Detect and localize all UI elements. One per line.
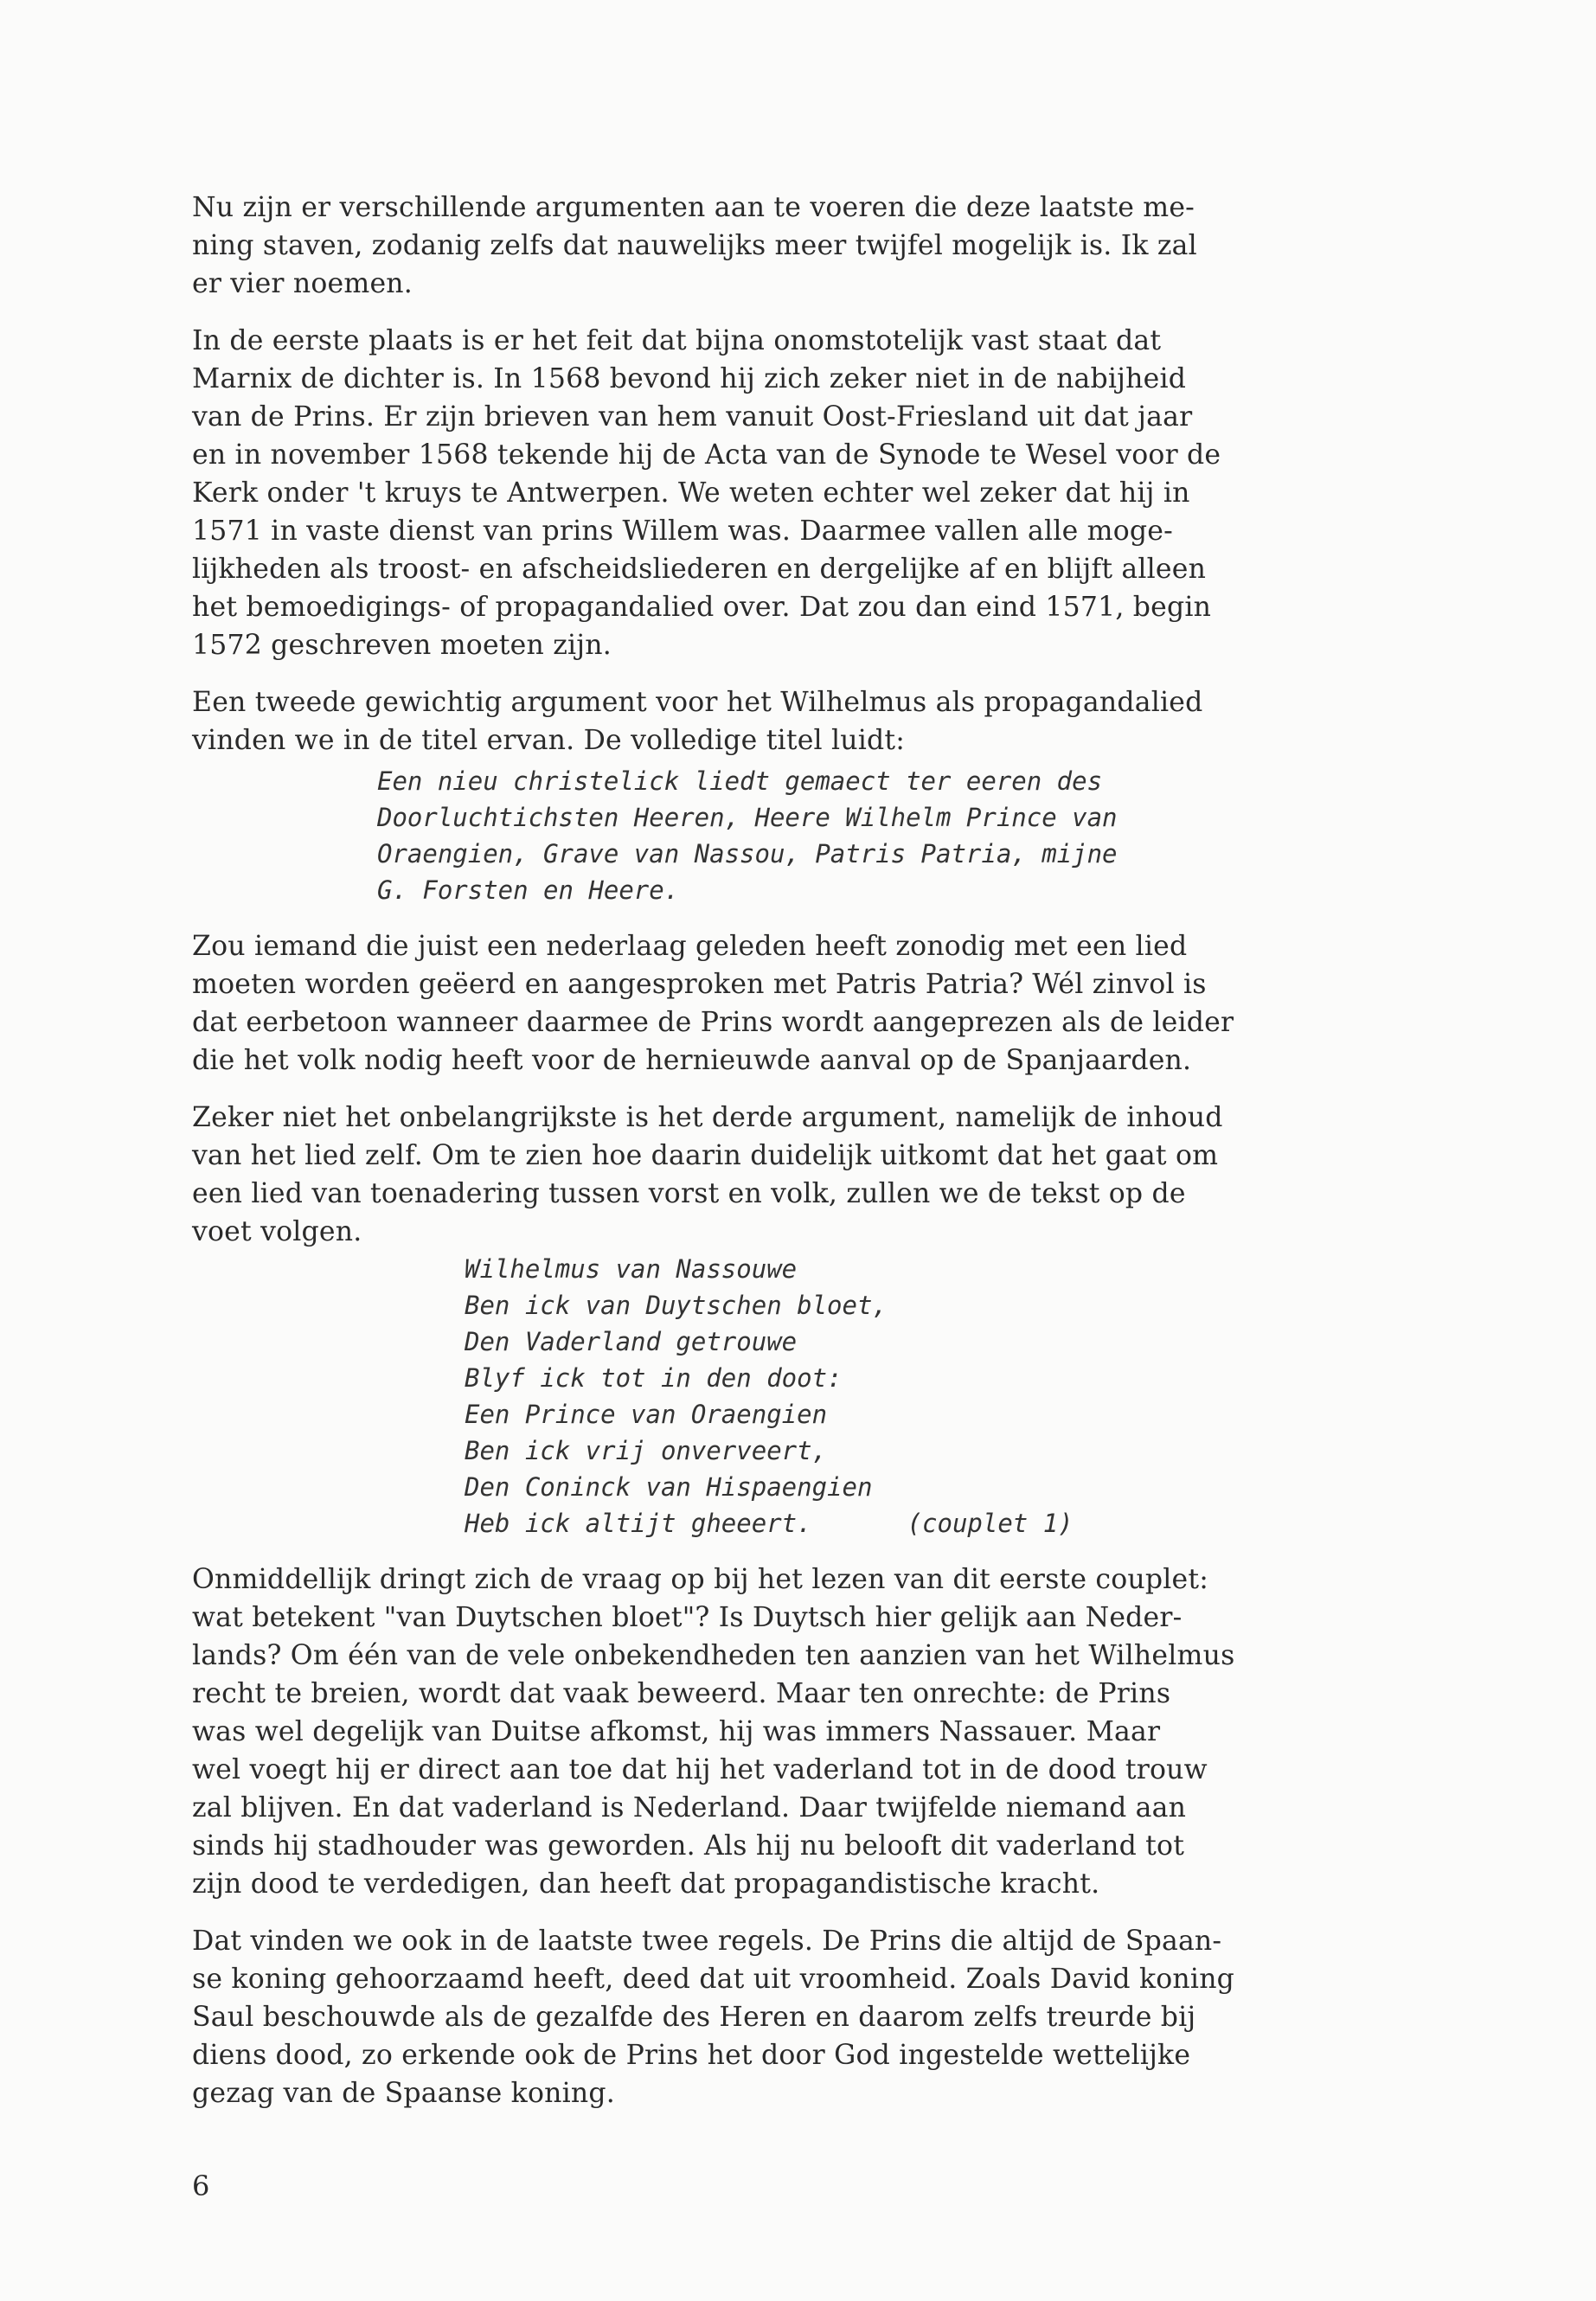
verse-line: Den Vaderland getrouwe (465, 1327, 798, 1356)
paragraph-second-argument: Een tweede gewichtig argument voor het Wilhelmus als propagandalied vinden we in de titel ervan. De volledige titel luidt: (192, 687, 1203, 756)
page-number: 6 (192, 2170, 210, 2202)
verse-last-line (465, 1505, 1455, 1541)
verse-line: Ben ick vrij onverveert, (465, 1436, 828, 1465)
verse-line: Wilhelmus van Nassouwe (465, 1254, 798, 1284)
verse-line: Blyf ick tot in den doot: (465, 1363, 843, 1393)
couplet-note: (couplet 1) (907, 1509, 1074, 1538)
paragraph-duytschen-bloet: Onmiddellijk dringt zich de vraag op bij het lezen van dit eerste couplet: wat betekent "van Duytschen bloet"? Is Duytsch hier gelijk aan Neder- lands? Om één van de vele onbekendheden ten aanzien van het Wilhelmus recht te breien, wordt dat vaak beweerd. Maar ten onrechte: de Prins was wel degelijk van Duitse afkomst, hij was immers Nassauer. Maar wel voegt hij er direct aan toe dat hij het vaderland tot in de dood trouw zal blijven. En dat vaderland is Nederland. Daar twijfelde niemand aan sinds hij stadhouder was geworden. Als hij nu belooft dit vaderland tot zijn dood te verdedigen, dan heeft dat propagandistische kracht. (192, 1564, 1235, 1900)
verse-line: Ben ick van Duytschen bloet, (465, 1291, 888, 1320)
verse-line: Een Prince van Oraengien (465, 1400, 828, 1429)
verse-block (465, 1251, 1455, 1541)
paragraph-arguments-intro: Nu zijn er verschillende argumenten aan te voeren die deze laatste me- ning staven, zodanig zelfs dat nauwelijks meer twijfel mogelijk is. Ik zal er vier noemen. (192, 192, 1197, 299)
song-title-quote: Een nieu christelick liedt gemaect ter eeren des Doorluchtichsten Heeren, Heere Wilhelm Prince van Oraengien, Grave van Nassou, Patris Patria, mijne G. Forsten en Heere. (377, 766, 1118, 905)
paragraph-first-argument: In de eerste plaats is er het feit dat bijna onomstotelijk vast staat dat Marnix de dichter is. In 1568 bevond hij zich zeker niet in de nabijheid van de Prins. Er zijn brieven van hem vanuit Oost-Friesland uit dat jaar en in november 1568 tekende hij de Acta van de Synode te Wesel voor de Kerk onder 't kruys te Antwerpen. We weten echter wel zeker dat hij in 1571 in vaste dienst van prins Willem was. Daarmee vallen alle moge- lijkheden als troost- en afscheidsliederen en dergelijke af en blijft alleen het bemoedigings- of propagandalied over. Dat zou dan eind 1571, begin 1572 geschreven moeten zijn. (192, 325, 1221, 661)
paragraph-patris-patria: Zou iemand die juist een nederlaag geleden heeft zonodig met een lied moeten worden geëerd en aangesproken met Patris Patria? Wél zinvol is dat eerbetoon wanneer daarmee de Prins wordt aangeprezen als de leider die het volk nodig heeft voor de hernieuwde aanval op de Spanjaarden. (192, 931, 1234, 1076)
verse-line: Den Coninck van Hispaengien (465, 1472, 873, 1502)
paragraph-last-two-lines: Dat vinden we ook in de laatste twee regels. De Prins die altijd de Spaan- se koning gehoorzaamd heeft, deed dat uit vroomheid. Zoals David koning Saul beschouwde als de gezalfde des Heren en daarom zelfs treurde bij diens dood, zo erkende ook de Prins het door God ingestelde wettelijke gezag van de Spaanse koning. (192, 1926, 1235, 2109)
paragraph-third-argument: Zeker niet het onbelangrijkste is het derde argument, namelijk de inhoud van het lied zelf. Om te zien hoe daarin duidelijk uitkomt dat het gaat om een lied van toenadering tussen vorst en volk, zullen we de tekst op de voet volgen. (192, 1102, 1223, 1247)
page-content (192, 189, 1455, 2131)
verse-line: Heb ick altijt gheeert. (465, 1509, 812, 1538)
